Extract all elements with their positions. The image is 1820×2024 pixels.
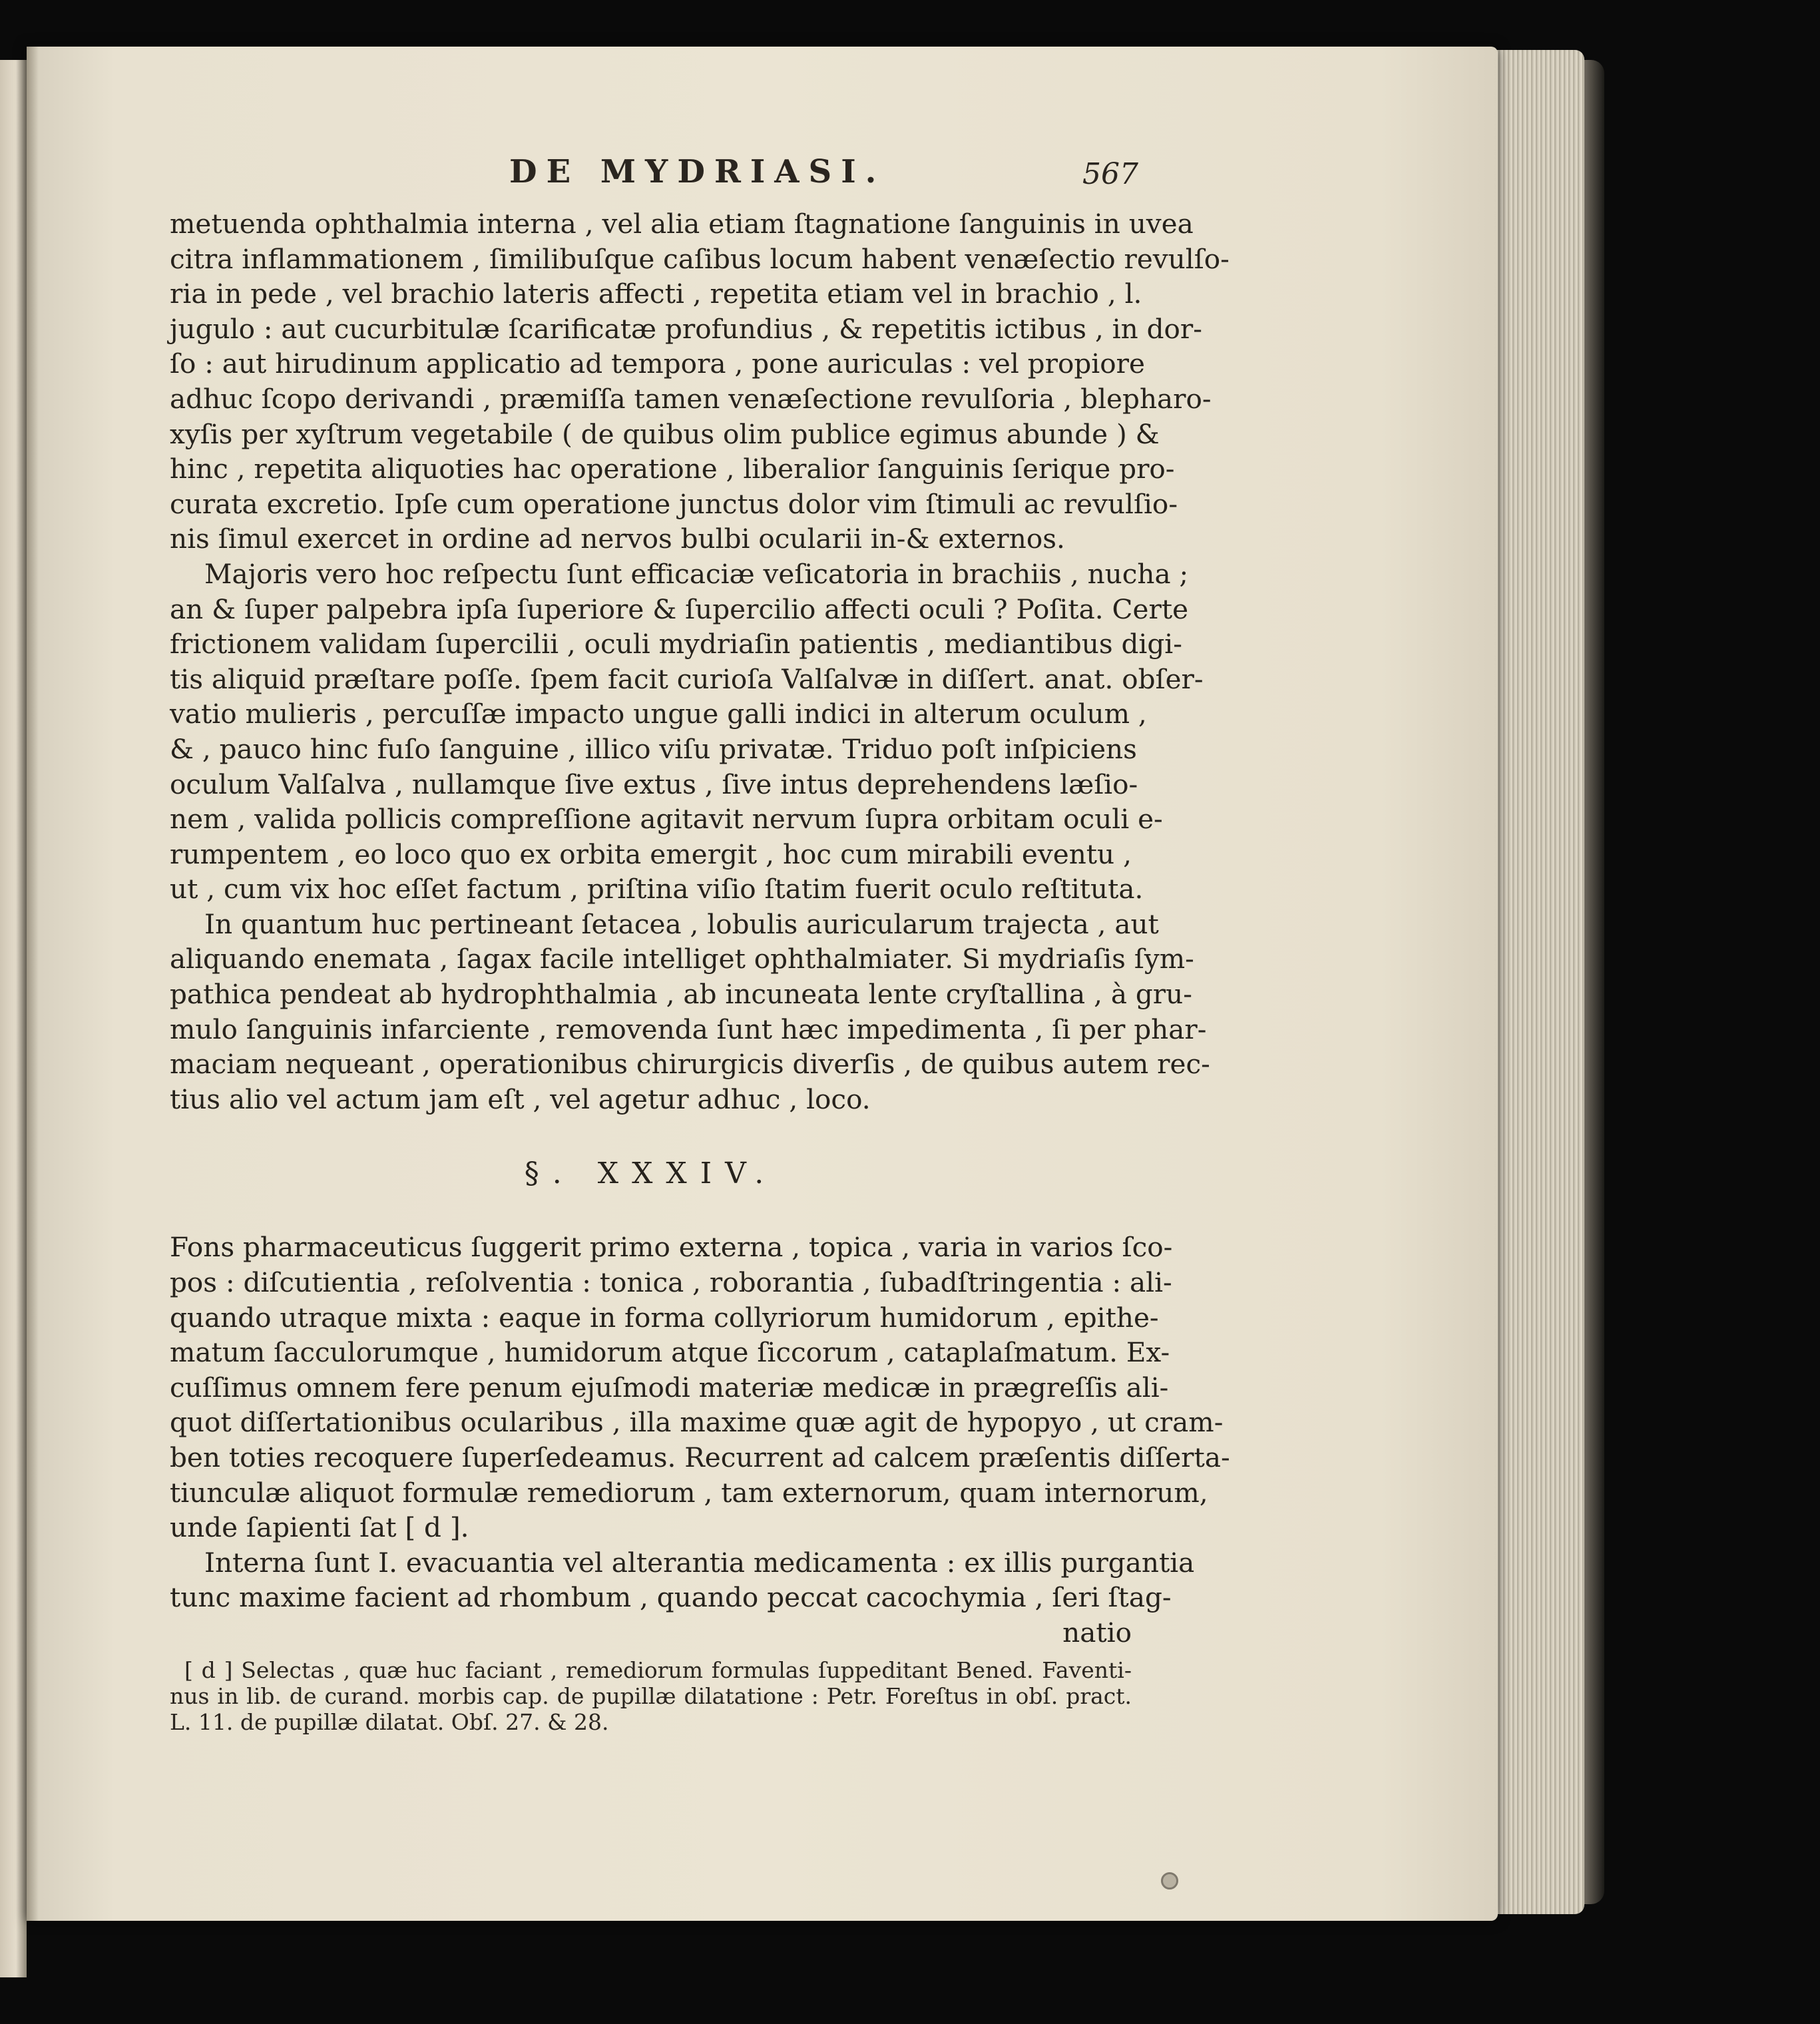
text-line: rumpentem , eo loco quo ex orbita emergit , hoc cum mirabili eventu , <box>170 838 1132 870</box>
text-line: cuſſimus omnem fere penum ejuſmodi materiæ medicæ in prægreſſis ali- <box>170 1371 1169 1403</box>
section-heading: §. XXXIV. <box>524 1156 778 1191</box>
page-stack-edge <box>1491 50 1584 1914</box>
text-line: Fons pharmaceuticus ſuggerit primo externa , topica , varia in varios ſco- <box>170 1231 1173 1264</box>
text-line: unde ſapienti ſat [ d ]. <box>170 1511 469 1544</box>
text-line: nis ſimul exercet in ordine ad nervos bulbi ocularii in-& externos. <box>170 523 1065 555</box>
text-line: matum ſacculorumque , humidorum atque ſiccorum , cataplaſmatum. Ex- <box>170 1336 1170 1369</box>
footnote-line: L. 11. de pupillæ dilatat. Obſ. 27. & 28. <box>170 1708 609 1735</box>
running-head <box>170 153 1138 206</box>
footnote-line: nus in lib. de curand. morbis cap. de pupillæ dilatatione : Petr. Foreſtus in obſ. pract. <box>170 1682 1132 1709</box>
text-line: curata excretio. Ipſe cum operatione junctus dolor vim ſtimuli ac revulſio- <box>170 487 1178 520</box>
text-line: hinc , repetita aliquoties hac operatione , liberalior ſanguinis ſerique pro- <box>170 453 1175 485</box>
paragraph-1 <box>170 206 1230 557</box>
text-line: & , pauco hinc fuſo ſanguine , illico viſu privatæ. Triduo poſt inſpiciens <box>170 732 1137 765</box>
text-line: quando utraque mixta : eaque in forma collyriorum humidorum , epithe- <box>170 1301 1159 1334</box>
running-title: DE MYDRIASI. <box>509 153 886 190</box>
text-line: vatio mulieris , percuſſæ impacto ungue galli indici in alterum oculum , <box>170 698 1147 730</box>
text-line: pathica pendeat ab hydrophthalmia , ab incuneata lente cryſtallina , à gru- <box>170 978 1192 1011</box>
text-line: aliquando enemata , ſagax facile intelliget ophthalmiater. Si mydriaſis ſym- <box>170 943 1194 975</box>
paragraph-5 <box>170 1545 1195 1650</box>
text-line: frictionem validam ſupercilii , oculi mydriaſin patientis , mediantibus digi- <box>170 628 1182 660</box>
text-line: Interna ſunt I. evacuantia vel alterantia medicamenta : ex illis purgantia <box>204 1546 1195 1579</box>
paragraph-4 <box>170 1230 1230 1545</box>
text-line: ben toties recoquere ſuperſedeamus. Recurrent ad calcem præſentis diſſerta- <box>170 1441 1230 1473</box>
text-line: tis aliquid præſtare poſſe. ſpem facit curioſa Valſalvæ in diſſert. anat. obſer- <box>170 662 1204 695</box>
text-line: maciam nequeant , operationibus chirurgicis diverſis , de quibus autem rec- <box>170 1048 1210 1081</box>
footnote <box>170 1657 1132 1735</box>
text-line: tiunculæ aliquot formulæ remediorum , tam externorum, quam internorum, <box>170 1476 1208 1509</box>
text-line: quot diſſertationibus ocularibus , illa maxime quæ agit de hypopyo , ut cram- <box>170 1406 1224 1439</box>
paragraph-3 <box>170 907 1210 1117</box>
left-page-edge <box>0 60 27 1977</box>
page-text <box>170 153 1230 1735</box>
text-line: ria in pede , vel brachio lateris affecti , repetita etiam vel in brachio , l. <box>170 278 1142 310</box>
paper-speck <box>1161 1872 1178 1890</box>
text-line: pos : diſcutientia , reſolventia : tonica , roborantia , ſubadſtringentia : ali- <box>170 1266 1172 1299</box>
text-line: Majoris vero hoc reſpectu ſunt efficaciæ veſicatoria in brachiis , nucha ; <box>204 557 1189 590</box>
text-line: an & ſuper palpebra ipſa ſuperiore & ſupercilio affecti oculi ? Poſita. Certe <box>170 593 1189 625</box>
text-line: jugulo : aut cucurbitulæ ſcarificatæ profundius , & repetitis ictibus , in dor- <box>170 312 1202 345</box>
book-edge-shadow <box>1584 60 1604 1904</box>
text-line: ut , cum vix hoc eſſet factum , priſtina viſio ſtatim fuerit oculo reſtituta. <box>170 873 1144 905</box>
text-line: nem , valida pollicis compreſſione agitavit nervum ſupra orbitam oculi e- <box>170 803 1163 836</box>
text-line: citra inflammationem , ſimilibuſque caſibus locum habent venæſectio revulſo- <box>170 242 1230 275</box>
page-number: 567 <box>1082 157 1138 191</box>
text-line: oculum Valſalva , nullamque ſive extus , ſive intus deprehendens læſio- <box>170 768 1138 800</box>
text-line: tius alio vel actum jam eſt , vel agetur adhuc , loco. <box>170 1083 871 1115</box>
catchword: natio <box>1062 1616 1132 1648</box>
text-line: mulo ſanguinis infarciente , removenda ſunt hæc impedimenta , ſi per phar- <box>170 1013 1207 1045</box>
text-line: tunc maxime facient ad rhombum , quando peccat cacochymia , ſeri ſtag- <box>170 1581 1172 1614</box>
page-gutter <box>27 47 39 1921</box>
text-line: xyſis per xyſtrum vegetabile ( de quibus olim publice egimus abunde ) & <box>170 417 1160 450</box>
footnote-line: [ d ] Selectas , quæ huc faciant , remediorum formulas ſuppeditant Bened. Faventi- <box>184 1656 1132 1683</box>
text-line: metuenda ophthalmia interna , vel alia etiam ſtagnatione ſanguinis in uvea <box>170 208 1194 240</box>
text-line: In quantum huc pertineant ſetacea , lobulis auricularum trajecta , aut <box>204 907 1159 940</box>
text-line: ſo : aut hirudinum applicatio ad tempora , pone auriculas : vel propiore <box>170 348 1145 380</box>
paragraph-2 <box>170 557 1204 907</box>
text-line: adhuc ſcopo derivandi , præmiſſa tamen venæſectione revulſoria , blepharo- <box>170 382 1212 415</box>
